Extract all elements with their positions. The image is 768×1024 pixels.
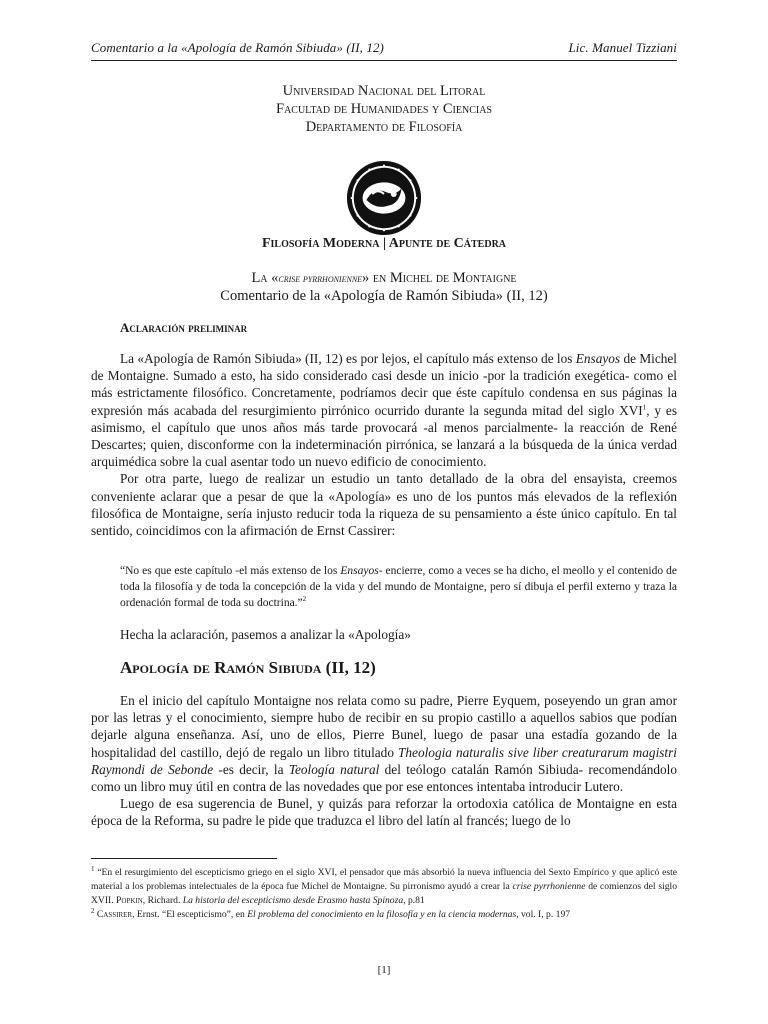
text-italic: El problema del conocimiento en la filosofía y en la ciencia modernas (247, 909, 517, 920)
text-run: , y es asimismo, el capítulo que unos años más tarde provocará -al menos parcialmente- la reacción de René Descartes; quien, disconforme con la indeterminación pirrónica, se lanzará a la búsqueda de la única verdad arquimédica sobre la cual asentar todo un nuevo edificio de conocimiento. (91, 402, 677, 470)
text-run: , vol. I, p. 197 (516, 909, 571, 920)
text-run: , Ernst. “El escepticismo”, en (132, 909, 248, 920)
text-run: de Michel de Montaigne. Sumado a esto, ha sido considerado casi desde un inicio -por la tradición exegética- como el más estrictamente filosófico. Concretamente, podríamos decir que éste capítulo condensa en sus páginas la expresión más acabada del resurgimiento pirrónico ocurrido durante la segunda mitad del siglo XVI (91, 351, 677, 418)
text-run: La «Apología de Ramón Sibiuda» (II, 12) es por lejos, el capítulo más extenso de los (120, 351, 576, 366)
title-italic: crise pyrrhonienne (278, 273, 363, 285)
page-number: [1] (377, 964, 391, 976)
title-prefix: La « (251, 270, 279, 286)
text-italic: Ensayos (575, 351, 621, 366)
footnotes (91, 866, 677, 922)
footnote-ref[interactable]: 2 (302, 595, 307, 604)
text-italic: Theologia naturalis sive liber creaturarum magistri Raymondi de Sebonde (91, 744, 677, 777)
paragraph: Hecha la aclaración, pasemos a analizar la «Apología» (120, 627, 411, 642)
text-run: del teólogo catalán Ramón Sibiuda- recomendándolo como un libro muy útil en contra de las novedades que por ese entonces intentaba introducir Lutero. (91, 761, 678, 795)
university-name: Universidad Nacional del Litoral (282, 83, 486, 99)
paragraph (91, 350, 677, 470)
text-italic: La historia del escepticismo desde Erasmo hasta Spinoza (182, 895, 404, 906)
course-subject: Filosofía Moderna | Apunte de Cátedra (261, 236, 507, 251)
section-heading-apologia: Apología de Ramón Sibiuda (II, 12) (120, 658, 376, 677)
text-italic: Ensayos (340, 565, 379, 577)
section1-body (91, 350, 677, 539)
paragraph: Por otra parte, luego de realizar un estudio un tanto detallado de la obra del ensayista, creemos conveniente aclarar que a pesar de que la «Apología» es uno de los puntos más elevados de la reflexión filosófica de Montaigne, sería injusto reducir toda la riqueza de su pensamiento a éste único capítulo. En tal sentido, coincidimos con la afirmación de Ernst Cassirer: (91, 471, 677, 539)
footnote-rule (91, 858, 277, 859)
text-italic: crise pyrrhonienne (512, 881, 586, 892)
footnote-number: 1 (91, 864, 95, 873)
section2-body (91, 692, 677, 830)
text-run: , p.81 (403, 895, 425, 906)
author-name: Cassirer (96, 909, 133, 920)
header-title: Comentario a la «Apología de Ramón Sibiuda» (II, 12) (91, 40, 384, 55)
university-seal-logo (345, 159, 423, 237)
text-run: - encierre, como a veces se ha dicho, el meollo y el contenido de toda la filosofía y de toda la concepción de la vida y del mundo de Montaigne, pero sí dibuja el perfil externo y traza la ordenación formal de toda su doctrina.” (120, 565, 677, 609)
text-run: -es decir, la (213, 761, 289, 777)
title-subtitle: Comentario de la «Apología de Ramón Sibiuda» (II, 12) (220, 288, 548, 304)
institution-block (91, 82, 677, 136)
document-title (91, 270, 677, 305)
paragraph (91, 692, 677, 795)
title-line (91, 270, 677, 288)
header-author: Lic. Manuel Tizziani (568, 40, 677, 55)
author-name: Popkin (116, 895, 143, 906)
paragraph: Luego de esa sugerencia de Bunel, y quizás para reforzar la ortodoxia católica de Montaigne en esta época de la Reforma, su padre le pide que traduzca el libro del latín al francés; luego de lo (91, 796, 677, 829)
running-header (91, 40, 677, 56)
text-run: En el inicio del capítulo Montaigne nos relata como su padre, Pierre Eyquem, poseyendo un gran amor por las letras y el conocimiento, siempre hubo de recibir en su propio castillo a aquellos sabios que podían dejarle alguna enseñanza. Así, uno de ellos, Pierre Bunel, luego de pasar una estadía gozando de la hospitalidad del castillo, dejó de regalo un libro titulado (91, 693, 677, 760)
text-run: , Richard. (142, 895, 183, 906)
footnote-number: 2 (91, 906, 95, 915)
text-run: “En el resurgimiento del escepticismo griego en el siglo XVI, el pensador que más absorbió la nueva influencia del Sexto Empírico y que aplicó este material a los problemas intelectuales de la época fue Michel de Montaigne. Su pirronismo ayudó a crear la (91, 867, 677, 892)
header-rule (91, 60, 677, 61)
text-run: de comienzos del siglo XVII. (91, 881, 678, 906)
text-italic: Teología natural (288, 761, 380, 777)
block-quote (120, 563, 677, 611)
footnote-ref[interactable]: 1 (642, 403, 647, 412)
footnote-2 (91, 908, 677, 922)
title-suffix: » en Michel de Montaigne (362, 270, 517, 286)
department-name: Departamento de Filosofía (305, 119, 463, 135)
faculty-name: Facultad de Humanidades y Ciencias (276, 101, 492, 117)
text-run: “No es que este capítulo -el más extenso de los (120, 565, 341, 577)
footnote-1 (91, 866, 677, 908)
section-heading-preliminary: Aclaración preliminar (120, 320, 248, 335)
